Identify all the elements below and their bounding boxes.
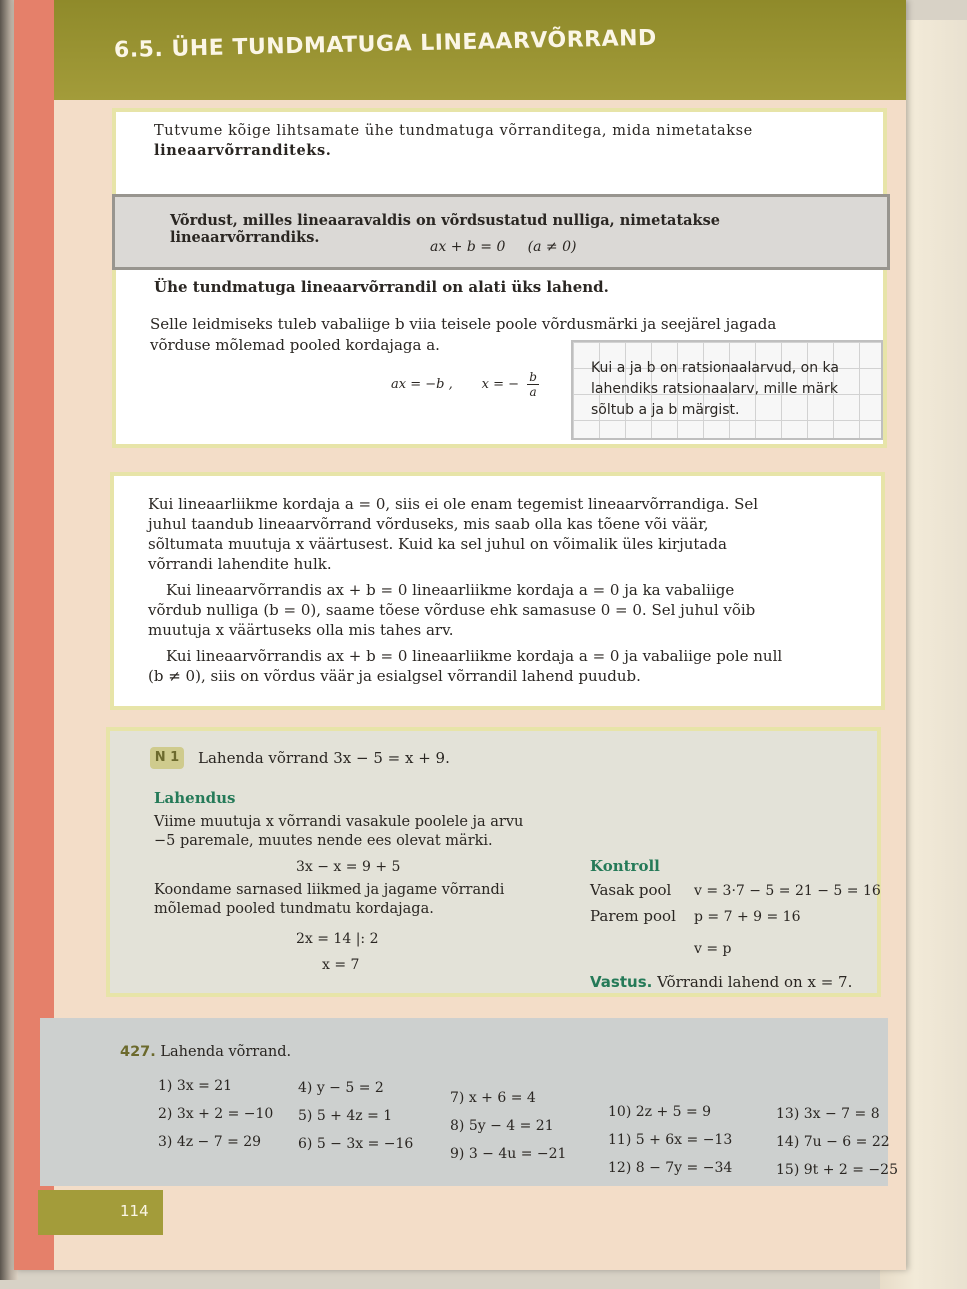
definition-formula (430, 239, 576, 255)
check-left-value: v = 3·7 − 5 = 21 − 5 = 16 (694, 883, 881, 899)
exercise-section (40, 1018, 898, 1186)
exercise-item: 13) 3x − 7 = 8 (776, 1106, 880, 1122)
check-right-label: Parem pool (590, 907, 676, 925)
check-right-row (590, 907, 801, 925)
exercise-item: 7) x + 6 = 4 (450, 1090, 536, 1106)
answer-line (590, 973, 852, 991)
nonzero-condition: (a ≠ 0) (527, 239, 577, 255)
exercise-item: 6) 5 − 3x = −16 (298, 1136, 414, 1152)
intro-sentence: Tutvume kõige lihtsamate ühe tundmatuga võrranditega, mida nimetatakse (154, 123, 753, 139)
exercise-item: 8) 5y − 4 = 21 (450, 1118, 554, 1134)
check-heading: Kontroll (590, 857, 660, 875)
formula-ax: ax = −b , (391, 377, 453, 392)
section-title: 6.5. ÜHE TUNDMATUGA LINEAARVÕRRAND (113, 25, 658, 63)
solution-step-3-formula: x = 7 (322, 957, 360, 973)
check-equality: v = p (694, 941, 732, 957)
check-left-label: Vasak pool (590, 881, 672, 899)
fraction-denominator: a (529, 385, 537, 399)
exercise-item: 14) 7u − 6 = 22 (776, 1134, 890, 1150)
intro-term: lineaarvõrranditeks. (154, 142, 332, 159)
exercise-column-2 (298, 1074, 413, 1158)
answer-text: Võrrandi lahend on x = 7. (657, 973, 853, 991)
exercise-item: 15) 9t + 2 = −25 (776, 1162, 898, 1178)
example-badge: N 1 (150, 747, 184, 769)
solution-step-2-formula: 2x = 14 |: 2 (296, 931, 379, 947)
rational-note-box (571, 340, 883, 440)
exercise-item: 2) 3x + 2 = −10 (158, 1106, 274, 1122)
exercise-column-3 (450, 1084, 566, 1168)
special-case-paragraph-3: Kui lineaarvõrrandis ax + b = 0 lineaarliikme kordaja a = 0 ja vabaliige pole null (b ≠ 0), siis on võrdus väär ja esialgsel võrrandil lahend puudub. (148, 647, 783, 685)
exercise-item: 10) 2z + 5 = 9 (608, 1104, 712, 1120)
special-case-paragraph-1: Kui lineaarliikme kordaja a = 0, siis ei ole enam tegemist lineaarvõrrandiga. Sel juhul taandub lineaarvõrrand võrduseks, mis saab olla kas tõene või väär, sõltumata muutuja x väärtusest. Kuid ka sel juhul on võimalik üles kirjutada võrrandi lahendite hulk. (148, 495, 759, 573)
check-left-row (590, 881, 881, 899)
exercise-item: 12) 8 − 7y = −34 (608, 1160, 733, 1176)
example-box (106, 727, 881, 997)
special-cases-box (110, 472, 885, 710)
exercise-column-4 (608, 1098, 732, 1182)
section-header (54, 0, 906, 100)
page-number: 114 (120, 1202, 149, 1220)
exercise-instruction: Lahenda võrrand. (160, 1044, 292, 1060)
exercise-number: 427. (120, 1044, 156, 1060)
one-solution-statement: Ühe tundmatuga lineaarvõrrandil on alati üks lahend. (154, 278, 609, 296)
definition-text: Võrdust, milles lineaaravaldis on võrdsustatud nulliga, nimetatakse lineaarvõrrandiks. (170, 212, 720, 246)
solution-heading: Lahendus (154, 789, 236, 807)
solution-formula (391, 370, 539, 399)
intro-text (154, 122, 794, 161)
example-task: Lahenda võrrand 3x − 5 = x + 9. (198, 749, 450, 767)
exercise-item: 9) 3 − 4u = −21 (450, 1146, 567, 1162)
solution-method-text: Selle leidmiseks tuleb vabaliige b viia teisele poole võrdusmärki ja seejärel jagada võrduse mõlemad pooled kordajaga a. (150, 315, 777, 354)
special-case-paragraph-2: Kui lineaarvõrrandis ax + b = 0 lineaarliikme kordaja a = 0 ja ka vabaliige võrdub nulliga (b = 0), saame tõese võrduse ehk samasuse 0 = 0. Sel juhul võib muutuja x väärtuseks olla mis tahes arv. (148, 581, 756, 639)
exercise-item: 5) 5 + 4z = 1 (298, 1108, 393, 1124)
solution-step-1-formula: 3x − x = 9 + 5 (296, 859, 401, 875)
rational-note-text: Kui a ja b on ratsionaalarvud, on ka lahendiks ratsionaalarv, mille märk sõltub a ja b märgist. (591, 360, 839, 418)
exercise-item: 11) 5 + 6x = −13 (608, 1132, 733, 1148)
exercise-item: 1) 3x = 21 (158, 1078, 233, 1094)
check-right-value: p = 7 + 9 = 16 (694, 909, 801, 925)
solution-step-1-text: Viime muutuja x võrrandi vasakule poolele ja arvu −5 paremale, muutes nende ees olevat märki. (154, 814, 524, 849)
answer-label: Vastus. (590, 973, 653, 991)
exercise-column-1 (158, 1072, 273, 1156)
definition-band (112, 194, 890, 270)
special-cases-text (148, 494, 788, 692)
linear-equation-formula: ax + b = 0 (430, 239, 506, 255)
fraction-numerator: b (529, 370, 537, 384)
exercise-column-5 (776, 1100, 898, 1184)
page-footer (38, 1190, 163, 1235)
intro-box (112, 108, 887, 448)
exercise-title (120, 1044, 291, 1060)
fraction-b-over-a (527, 370, 539, 399)
exercise-item: 4) y − 5 = 2 (298, 1080, 384, 1096)
exercise-item: 3) 4z − 7 = 29 (158, 1134, 262, 1150)
formula-x: x = − (481, 377, 520, 392)
solution-step-2-text: Koondame sarnased liikmed ja jagame võrrandi mõlemad pooled tundmatu kordajaga. (154, 882, 505, 917)
